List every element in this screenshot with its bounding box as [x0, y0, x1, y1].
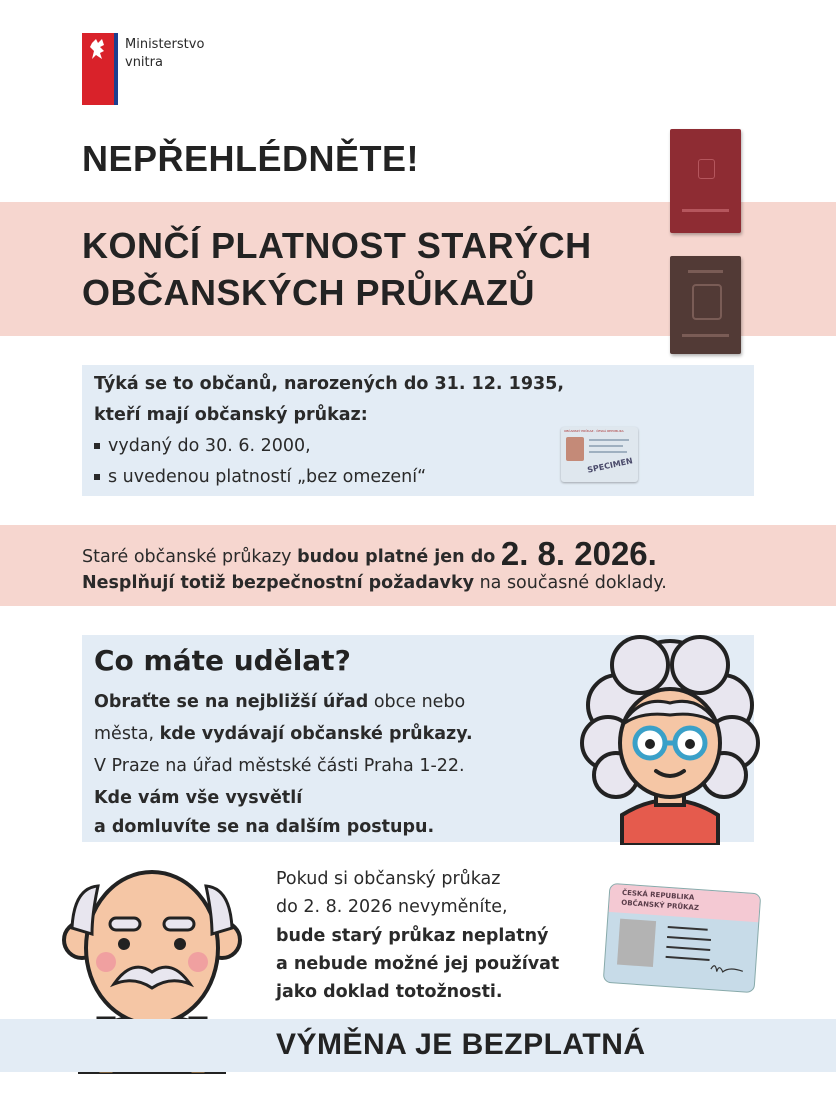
alert-heading: NEPŘEHLÉDNĚTE! [82, 138, 420, 179]
applies-line-2: kteří mají občanský průkaz: [94, 405, 368, 425]
old-id-booklet-2 [670, 256, 741, 354]
warning-line-2: do 2. 8. 2026 nevyměníte, [276, 897, 508, 917]
emblem-icon [698, 159, 715, 179]
new-card-line2: OBČANSKÝ PRŮKAZ [621, 898, 700, 913]
card-photo [617, 919, 656, 967]
warning-line-3: bude starý průkaz neplatný [276, 926, 549, 946]
grandma-illustration [570, 625, 770, 845]
specimen-stamp: SPECIMEN [586, 456, 634, 475]
title-line-2: OBČANSKÝCH PRŮKAZŮ [82, 272, 536, 313]
applies-bullet-1: vydaný do 30. 6. 2000, [94, 436, 311, 456]
title-line-1: KONČÍ PLATNOST STARÝCH [82, 225, 592, 266]
specimen-id-card [561, 427, 638, 482]
validity-line-1: Staré občanské průkazy budou platné jen do 2. 8. 2026. [82, 535, 657, 572]
signature-icon [708, 959, 745, 977]
todo-title: Co máte udělat? [94, 644, 351, 677]
ministry-name-line2: vnitra [125, 55, 163, 70]
todo-line-5: a domluvíte se na dalším postupu. [94, 817, 435, 837]
specimen-card-header: OBČANSKÝ PRŮKAZ · ČESKÁ REPUBLIKA [564, 429, 624, 433]
warning-line-1: Pokud si občanský průkaz [276, 869, 501, 889]
todo-line-4: Kde vám vše vysvětlí [94, 788, 303, 808]
validity-line-2: Nesplňují totiž bezpečnostní požadavky na současné doklady. [82, 573, 667, 593]
warning-line-4: a nebude možné jej používat [276, 954, 560, 974]
new-id-card [603, 883, 762, 993]
validity-date: 2. 8. 2026. [500, 535, 657, 572]
todo-line-2: města, kde vydávají občanské průkazy. [94, 724, 473, 744]
applies-bullet-2: s uvedenou platností „bez omezení“ [94, 467, 426, 487]
old-id-booklet-1 [670, 129, 741, 233]
portrait-photo [566, 437, 584, 461]
bullet-icon [94, 474, 100, 480]
ministry-name-line1: Ministerstvo [125, 37, 205, 52]
emblem-icon [692, 284, 722, 320]
footer-text: VÝMĚNA JE BEZPLATNÁ [276, 1028, 646, 1061]
applies-line-1: Týká se to občanů, narozených do 31. 12. 1935, [94, 374, 565, 394]
lion-emblem-icon [82, 33, 118, 105]
warning-line-5: jako doklad totožnosti. [276, 982, 503, 1002]
todo-line-3: V Praze na úřad městské části Praha 1-22. [94, 756, 465, 776]
bullet-icon [94, 443, 100, 449]
ministry-logo [82, 33, 222, 105]
todo-line-1: Obraťte se na nejbližší úřad obce nebo [94, 692, 466, 712]
new-card-line1: ČESKÁ REPUBLIKA [621, 888, 695, 902]
